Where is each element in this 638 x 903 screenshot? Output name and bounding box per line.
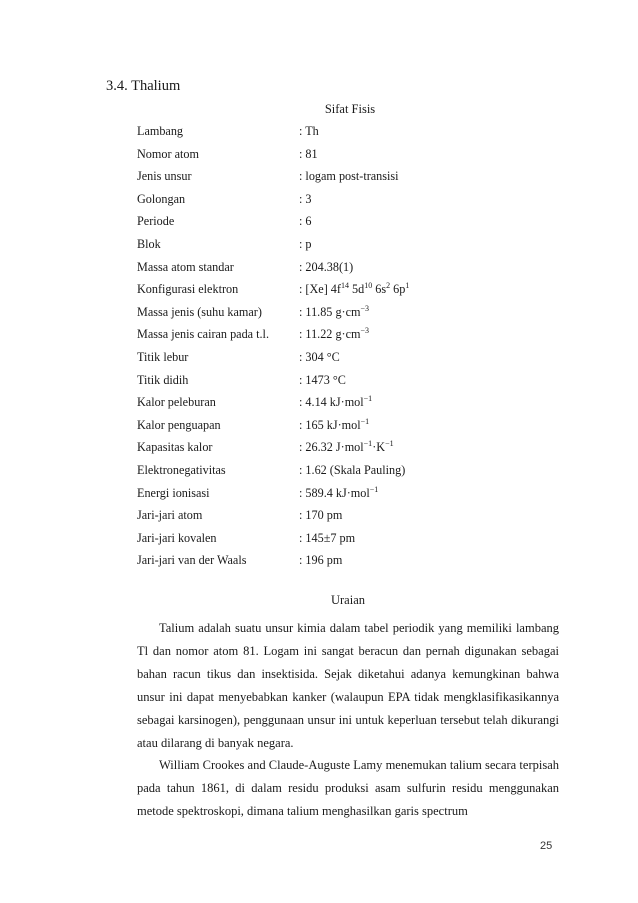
property-label: Jari-jari van der Waals	[137, 553, 247, 568]
property-value: : p	[299, 236, 312, 251]
property-label: Periode	[137, 214, 175, 229]
property-label: Massa jenis (suhu kamar)	[137, 304, 262, 319]
property-value: : 11.85 $g\cdot cm^{-3}$	[299, 303, 370, 319]
property-value: : 26.32 $J\cdot mol^{-1}\cdot K^{-1}$	[299, 439, 394, 455]
property-value: : 196 pm	[299, 553, 343, 568]
property-value: : 1.62 (Skala Pauling)	[299, 462, 406, 477]
property-value: : 204.38(1)	[299, 259, 354, 274]
description-title: Uraian	[330, 593, 365, 607]
property-label: Titik lebur	[137, 349, 189, 364]
property-value: : 11.22 $g\cdot cm^{-3}$	[299, 326, 370, 342]
property-label: Titik didih	[137, 372, 189, 387]
property-label: Kapasitas kalor	[137, 440, 213, 455]
property-value: : 3	[299, 191, 312, 206]
property-label: Energi ionisasi	[137, 485, 210, 500]
paragraph: Talium adalah suatu unsur kimia dalam tabel periodik yang memiliki lambang Tl dan nomor atom 81. Logam ini sangat beracun dan pernah digunakan sebagai bahan racun tikus dan insektisida. Sejak diketahui adanya kemungkinan bahwa unsur ini dapat menyebabkan kanker (walaupun EPA tidak mengklasifikasikannya sebagai karsinogen), penggunaan unsur ini untuk keperluan tersebut telah dikurangi atau dilarang di banyak negara.	[137, 621, 559, 750]
property-value: : 4.14 kJ·mol$^{-1}$	[299, 394, 373, 410]
property-label: Massa jenis cairan pada t.l.	[137, 327, 269, 342]
property-label: Jenis unsur	[137, 169, 192, 184]
paragraph: William Crookes and Claude-Auguste Lamy menemukan talium secara terpisah pada tahun 1861, di dalam residu produksi asam sulfurin residu menggunakan metode spektroskopi, dimana talium menghasilkan garis spectrum	[137, 758, 559, 819]
property-value: : 589.4 kJ·mol$^{-1}$	[299, 484, 379, 500]
property-value: : [Xe] $4f^{14}$ $5d^{10}$ $6s^2$ $6p^1$	[299, 281, 410, 297]
property-value: : Th	[299, 124, 319, 138]
property-label: Golongan	[137, 191, 186, 206]
property-value: : 81	[299, 146, 318, 161]
page-number: 25	[540, 840, 553, 852]
property-label: Massa atom standar	[137, 259, 234, 274]
property-value: : 304 °C	[299, 349, 340, 364]
property-label: Elektronegativitas	[137, 462, 226, 477]
property-label: Nomor atom	[137, 146, 199, 161]
property-value: : 1473 °C	[299, 372, 346, 387]
properties-title: Sifat Fisis	[324, 102, 376, 116]
property-label: Jari-jari kovalen	[137, 530, 217, 545]
property-value: : 6	[299, 214, 312, 229]
property-label: Kalor penguapan	[137, 417, 221, 432]
property-label: Lambang	[137, 124, 184, 138]
property-label: Kalor peleburan	[137, 395, 216, 410]
description-body	[137, 617, 559, 823]
property-value: : 165 kJ·mol$^{-1}$	[299, 416, 370, 432]
property-label: Blok	[137, 236, 161, 251]
property-label: Jari-jari atom	[137, 508, 203, 523]
section-heading: 3.4. Thalium	[106, 78, 181, 94]
property-value: : 170 pm	[299, 508, 343, 523]
property-label: Konfigurasi elektron	[137, 282, 239, 297]
property-value: : logam post-transisi	[299, 169, 399, 184]
property-value: : 145±7 pm	[299, 530, 356, 545]
